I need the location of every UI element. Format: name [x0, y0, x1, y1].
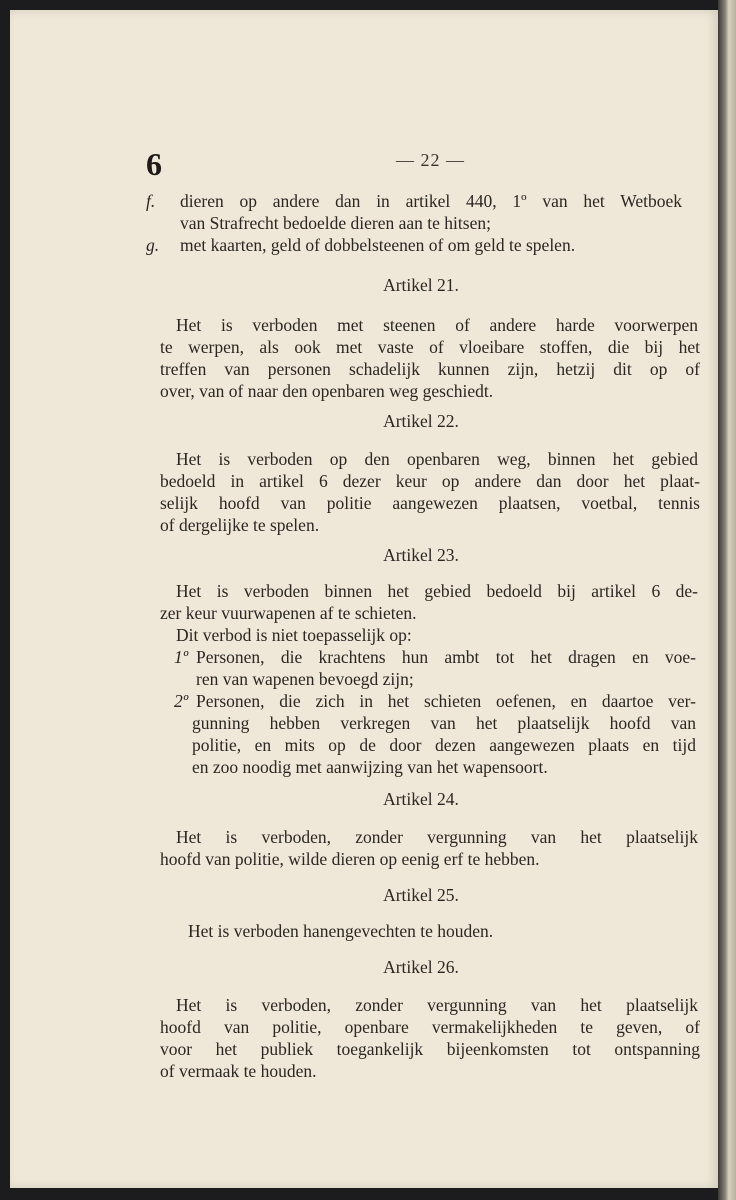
article-23-item-2-line-4: en zoo noodig met aanwijzing van het wapensoort. [192, 757, 548, 777]
article-23-line-1: Het is verboden binnen het gebied bedoeld bij artikel 6 de- [176, 581, 698, 601]
article-24-heading: Artikel 24. [383, 789, 459, 809]
article-22-line-2: bedoeld in artikel 6 dezer keur op andere dan door het plaat- [160, 471, 700, 491]
article-22-line-4: of dergelijke te spelen. [160, 515, 320, 535]
list-marker-2: 2º [174, 691, 189, 711]
article-23-item-2-line-1: Personen, die zich in het schieten oefenen, en daartoe ver- [196, 691, 696, 711]
article-26-line-3: voor het publiek toegankelijk bijeenkomsten tot ontspanning [160, 1039, 700, 1059]
article-26-line-2: hoofd van politie, openbare vermakelijkheden te geven, of [160, 1017, 700, 1037]
article-24-line-1: Het is verboden, zonder vergunning van het plaatselijk [176, 827, 698, 847]
article-21-line-1: Het is verboden met steenen of andere harde voorwerpen [176, 315, 698, 335]
article-22-line-1: Het is verboden op den openbaren weg, binnen het gebied [176, 449, 698, 469]
article-21-line-2: te werpen, als ook met vaste of vloeibare stoffen, die bij het [160, 337, 700, 357]
article-22-heading: Artikel 22. [383, 411, 459, 431]
article-25-heading: Artikel 25. [383, 885, 459, 905]
item-g-line-1: met kaarten, geld of dobbelsteenen of om geld te spelen. [180, 235, 576, 255]
page-edge [718, 0, 736, 1200]
article-23-line-2: zer keur vuurwapenen af te schieten. [160, 603, 417, 623]
article-21-heading: Artikel 21. [383, 275, 459, 295]
item-f-line-1: dieren op andere dan in artikel 440, 1º van het Wetboek [180, 191, 682, 211]
item-marker-g: g. [146, 235, 160, 255]
item-f-line-2: van Strafrecht bedoelde dieren aan te hitsen; [180, 213, 491, 233]
article-23-item-1-line-1: Personen, die krachtens hun ambt tot het dragen en voe- [196, 647, 696, 667]
article-23-item-2-line-3: politie, en mits op de door dezen aangewezen plaats en tijd [192, 735, 696, 755]
article-26-line-4: of vermaak te houden. [160, 1061, 317, 1081]
item-marker-f: f. [146, 191, 156, 211]
article-23-item-1-line-2: ren van wapenen bevoegd zijn; [196, 669, 414, 689]
article-24-line-2: hoofd van politie, wilde dieren op eenig erf te hebben. [160, 849, 540, 869]
article-21-line-4: over, van of naar den openbaren weg geschiedt. [160, 381, 494, 401]
article-25-line-1: Het is verboden hanengevechten te houden. [188, 921, 494, 941]
article-23-heading: Artikel 23. [383, 545, 459, 565]
page-number: — 22 — [396, 150, 465, 170]
list-marker-1: 1º [174, 647, 189, 667]
article-23-line-3: Dit verbod is niet toepasselijk op: [176, 625, 412, 645]
signature-mark: 6 [146, 146, 162, 182]
article-23-item-2-line-2: gunning hebben verkregen van het plaatselijk hoofd van [192, 713, 696, 733]
article-26-line-1: Het is verboden, zonder vergunning van het plaatselijk [176, 995, 698, 1015]
article-26-heading: Artikel 26. [383, 957, 459, 977]
article-22-line-3: selijk hoofd van politie aangewezen plaatsen, voetbal, tennis [160, 493, 700, 513]
article-21-line-3: treffen van personen schadelijk kunnen zijn, hetzij dit op of [160, 359, 700, 379]
